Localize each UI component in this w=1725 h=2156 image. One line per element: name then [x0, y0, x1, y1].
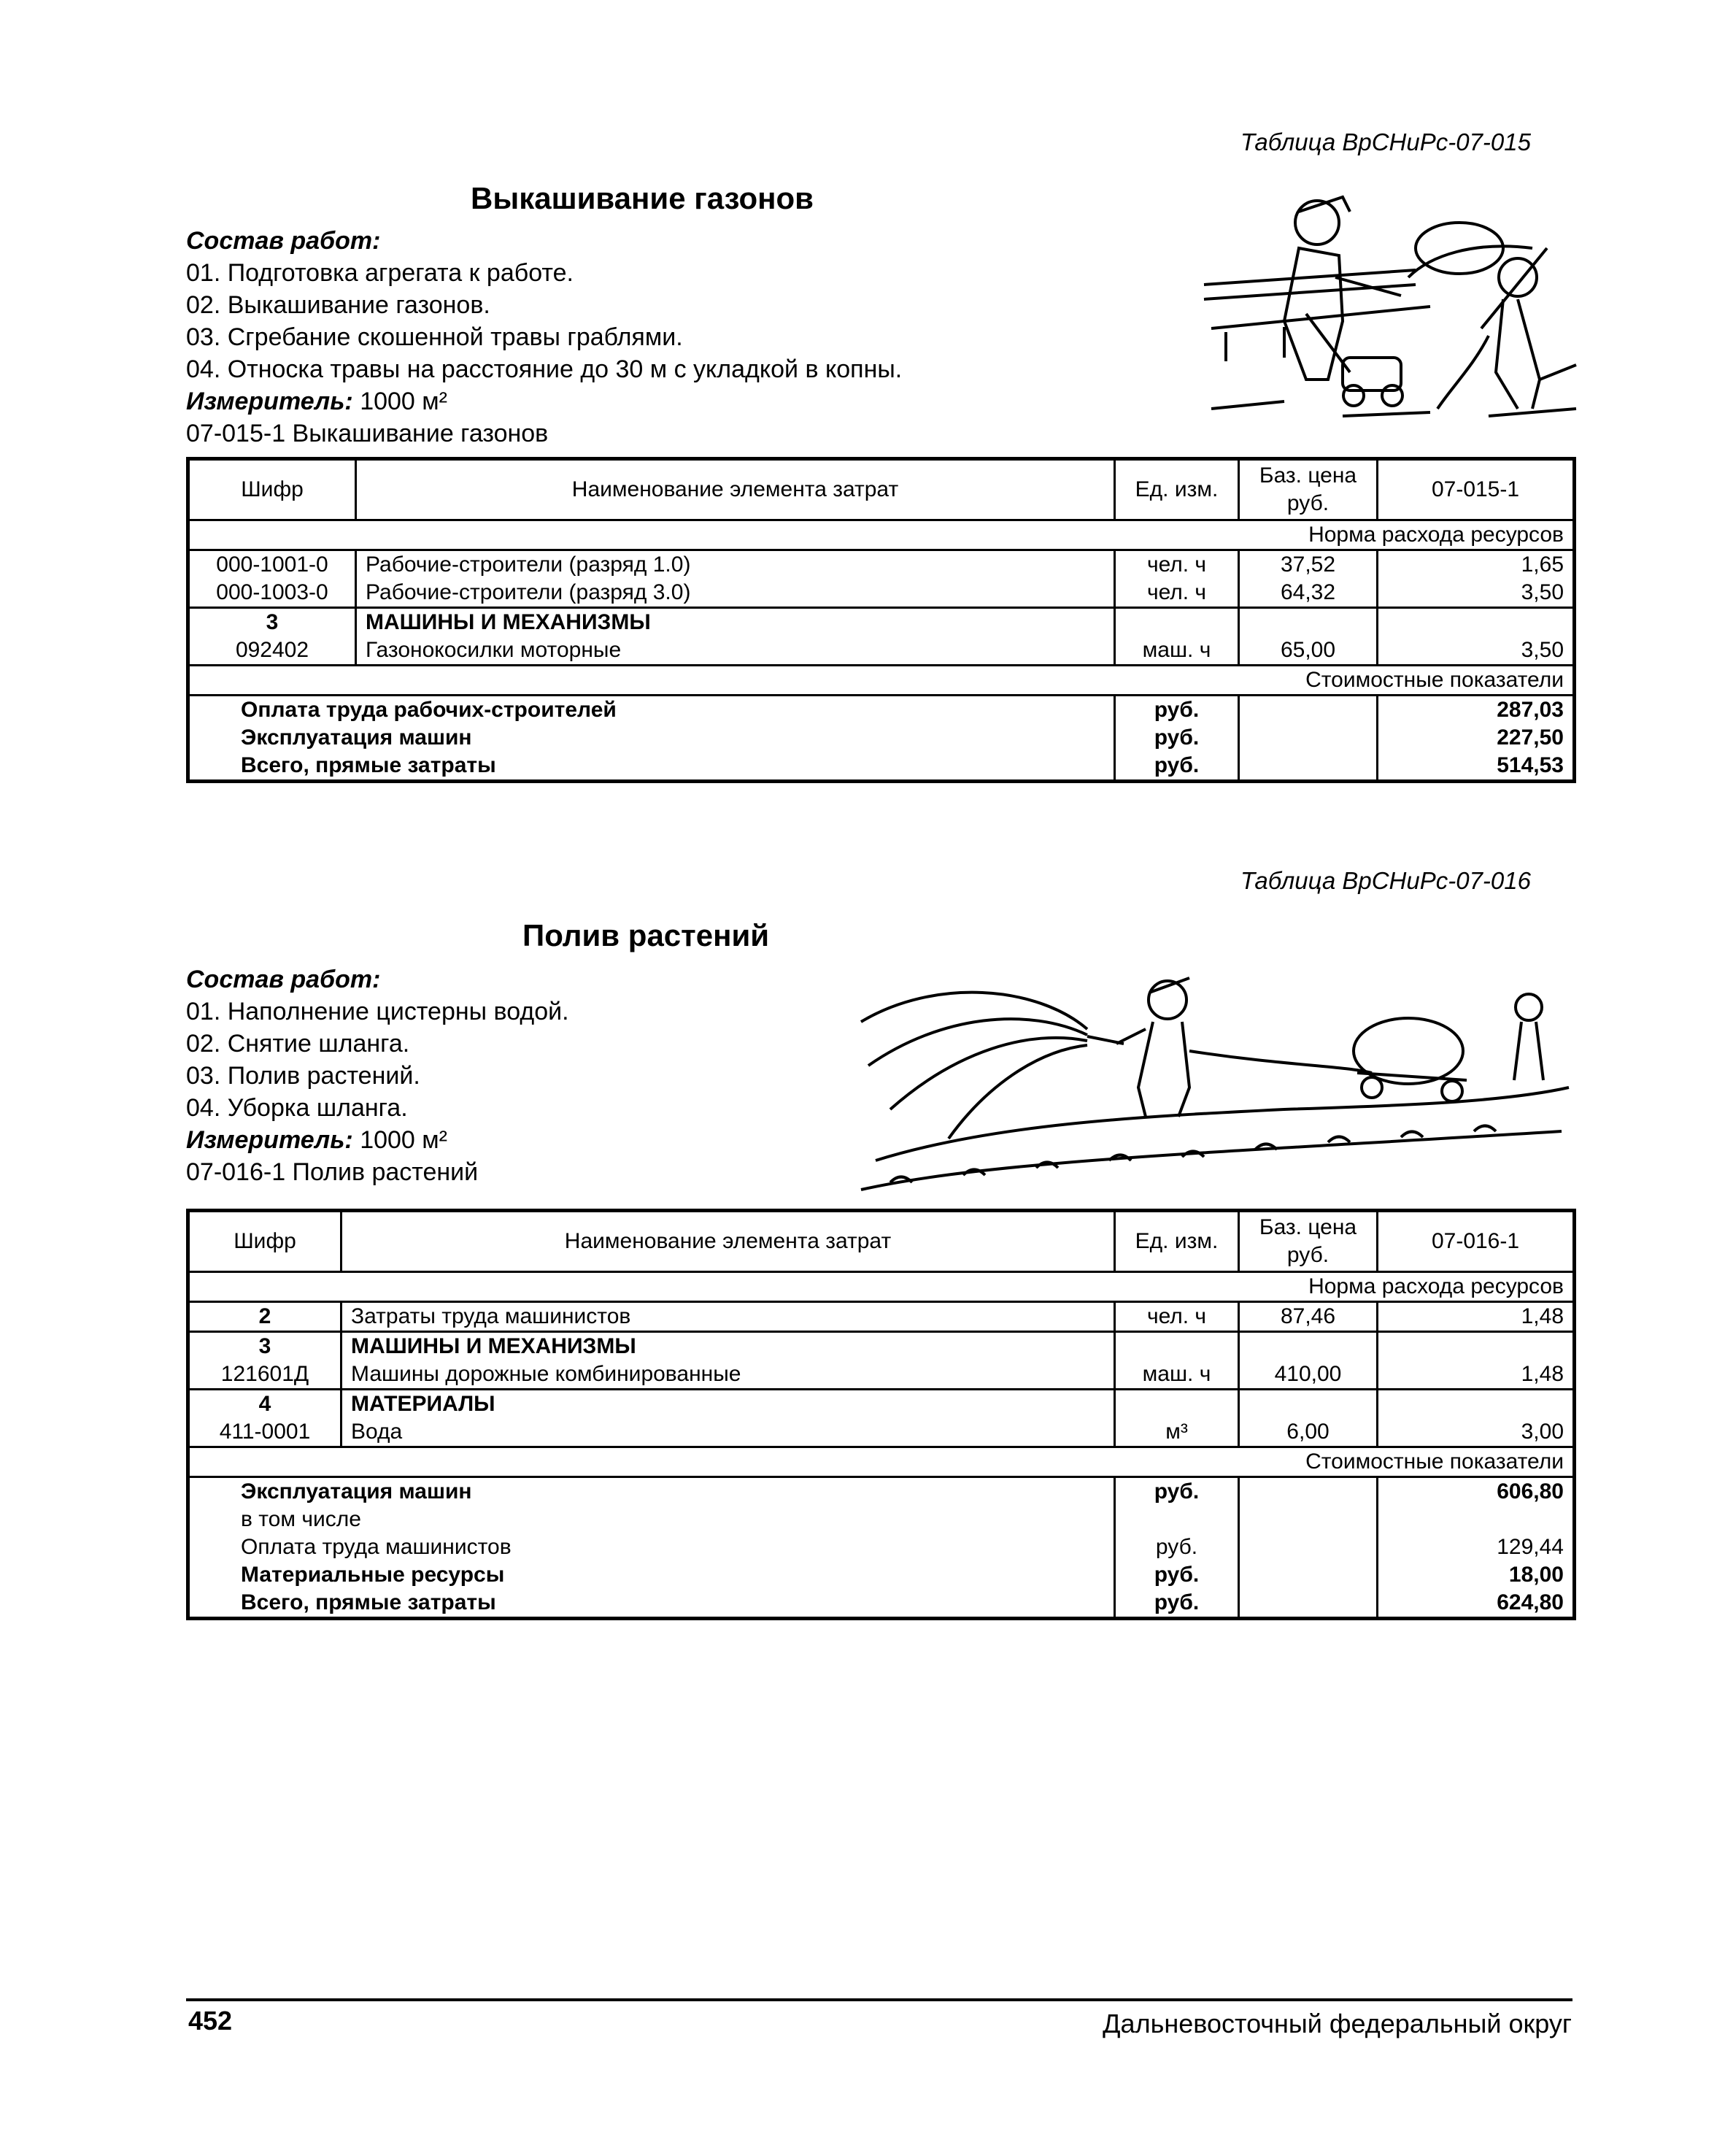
- cell-code: 411-0001: [188, 1418, 341, 1447]
- measure-value: 1000 м²: [360, 388, 447, 415]
- cell-unit: маш. ч: [1115, 636, 1239, 666]
- cell-name: Рабочие-строители (разряд 1.0): [356, 550, 1115, 580]
- total-row: [188, 724, 1575, 752]
- total-unit: руб.: [1115, 1533, 1239, 1561]
- band-row: [188, 520, 1575, 550]
- total-row: [188, 752, 1575, 782]
- total-value: 514,53: [1378, 752, 1575, 782]
- watering-illustration: [846, 942, 1576, 1204]
- cell-price: 37,52: [1239, 550, 1378, 580]
- work-step: 04. Относка травы на расстояние до 30 м с укладкой в копны.: [186, 355, 903, 383]
- work-step: 03. Сгребание скошенной травы граблями.: [186, 323, 683, 351]
- footer-rule: [186, 1998, 1572, 2001]
- group-row: [188, 608, 1575, 637]
- work-step: 02. Выкашивание газонов.: [186, 291, 490, 319]
- norm-code-line: 07-015-1 Выкашивание газонов: [186, 420, 549, 447]
- composition-heading: Состав работ:: [186, 227, 381, 255]
- cell-code: 092402: [188, 636, 356, 666]
- work-step: 04. Уборка шланга.: [186, 1094, 408, 1122]
- header-unit: Ед. изм.: [1115, 459, 1239, 520]
- total-value: 606,80: [1378, 1477, 1575, 1506]
- total-name: Оплата труда машинистов: [188, 1533, 1115, 1561]
- band-cost: Стоимостные показатели: [188, 666, 1575, 696]
- total-row: [188, 696, 1575, 725]
- total-name: Эксплуатация машин: [188, 724, 1115, 752]
- total-row: [188, 1589, 1575, 1619]
- cell-price: 65,00: [1239, 636, 1378, 666]
- cell-value: 1,48: [1378, 1302, 1575, 1332]
- cell-unit: чел. ч: [1115, 1302, 1239, 1332]
- cell-unit: маш. ч: [1115, 1360, 1239, 1390]
- cell-price: 87,46: [1239, 1302, 1378, 1332]
- total-name: Всего, прямые затраты: [188, 752, 1115, 782]
- cell-value: 1,48: [1378, 1360, 1575, 1390]
- header-name: Наименование элемента затрат: [341, 1211, 1115, 1272]
- cell-code: 000-1003-0: [188, 579, 356, 608]
- cell-unit: м³: [1115, 1418, 1239, 1447]
- cell-code: 000-1001-0: [188, 550, 356, 580]
- band-row: [188, 1447, 1575, 1477]
- total-value: 624,80: [1378, 1589, 1575, 1619]
- group-code: 3: [188, 608, 356, 637]
- norm-code-line: 07-016-1 Полив растений: [186, 1158, 479, 1186]
- total-row: [188, 1506, 1575, 1533]
- header-unit: Ед. изм.: [1115, 1211, 1239, 1272]
- total-unit: руб.: [1115, 1561, 1239, 1589]
- total-unit: руб.: [1115, 1477, 1239, 1506]
- cell-name: Машины дорожные комбинированные: [341, 1360, 1115, 1390]
- table-row: [188, 550, 1575, 580]
- band-norm: Норма расхода ресурсов: [188, 520, 1575, 550]
- cell-price: 410,00: [1239, 1360, 1378, 1390]
- total-value: 287,03: [1378, 696, 1575, 725]
- cell-value: 3,50: [1378, 579, 1575, 608]
- cell-unit: чел. ч: [1115, 579, 1239, 608]
- total-name: Материальные ресурсы: [188, 1561, 1115, 1589]
- group-row: [188, 1390, 1575, 1419]
- table-number: Таблица ВрСНиРс-07-015: [1240, 128, 1531, 155]
- table-row: [188, 1418, 1575, 1447]
- table-row: [188, 636, 1575, 666]
- table-header-row: [188, 459, 1575, 520]
- work-step: 03. Полив растений.: [186, 1062, 420, 1090]
- cell-name: Рабочие-строители (разряд 3.0): [356, 579, 1115, 608]
- cell-code: 121601Д: [188, 1360, 341, 1390]
- table-row: [188, 579, 1575, 608]
- total-unit: руб.: [1115, 724, 1239, 752]
- cost-table: [186, 1209, 1576, 1620]
- work-description: [186, 225, 902, 450]
- total-name: Оплата труда рабочих-строителей: [188, 696, 1115, 725]
- cell-price: 6,00: [1239, 1418, 1378, 1447]
- footer-region: Дальневосточный федеральный округ: [1103, 2009, 1572, 2038]
- total-unit: руб.: [1115, 1589, 1239, 1619]
- section-title: Полив растений: [522, 918, 770, 952]
- band-row: [188, 666, 1575, 696]
- cell-value: 3,00: [1378, 1418, 1575, 1447]
- cell-value: 3,50: [1378, 636, 1575, 666]
- total-name: Эксплуатация машин: [188, 1477, 1115, 1506]
- total-value: 18,00: [1378, 1561, 1575, 1589]
- table-header-row: [188, 1211, 1575, 1272]
- measure-unit: [186, 1124, 569, 1156]
- group-code: 3: [188, 1332, 341, 1361]
- measure-value: 1000 м²: [360, 1126, 447, 1154]
- composition-heading: Состав работ:: [186, 966, 381, 993]
- cell-unit: чел. ч: [1115, 550, 1239, 580]
- header-norm-code: 07-015-1: [1378, 459, 1575, 520]
- header-name: Наименование элемента затрат: [356, 459, 1115, 520]
- table-number: Таблица ВрСНиРс-07-016: [1240, 867, 1531, 894]
- header-code: Шифр: [188, 459, 356, 520]
- total-value: 129,44: [1378, 1533, 1575, 1561]
- table-row: [188, 1302, 1575, 1332]
- total-value: [1378, 1506, 1575, 1533]
- cell-value: 1,65: [1378, 550, 1575, 580]
- total-value: 227,50: [1378, 724, 1575, 752]
- total-unit: руб.: [1115, 752, 1239, 782]
- cell-name: Газонокосилки моторные: [356, 636, 1115, 666]
- total-unit: [1115, 1506, 1239, 1533]
- header-price: Баз. цена руб.: [1239, 1211, 1378, 1272]
- total-row: [188, 1477, 1575, 1506]
- header-price: Баз. цена руб.: [1239, 459, 1378, 520]
- measure-unit: [186, 385, 902, 417]
- work-step: 01. Подготовка агрегата к работе.: [186, 259, 574, 287]
- total-row: [188, 1533, 1575, 1561]
- cell-name: Затраты труда машинистов: [341, 1302, 1115, 1332]
- measure-label: Измеритель:: [186, 388, 353, 415]
- lawn-mowing-illustration: [1197, 190, 1583, 431]
- header-code: Шифр: [188, 1211, 341, 1272]
- table-row: [188, 1360, 1575, 1390]
- work-step: 02. Снятие шланга.: [186, 1030, 410, 1058]
- measure-label: Измеритель:: [186, 1126, 353, 1154]
- cell-name: Вода: [341, 1418, 1115, 1447]
- cell-code: 2: [188, 1302, 341, 1332]
- work-description: [186, 963, 569, 1188]
- band-norm: Норма расхода ресурсов: [188, 1272, 1575, 1302]
- band-row: [188, 1272, 1575, 1302]
- group-name: МАШИНЫ И МЕХАНИЗМЫ: [341, 1332, 1115, 1361]
- cell-price: 64,32: [1239, 579, 1378, 608]
- header-norm-code: 07-016-1: [1378, 1211, 1575, 1272]
- total-name: Всего, прямые затраты: [188, 1589, 1115, 1619]
- group-name: МАШИНЫ И МЕХАНИЗМЫ: [356, 608, 1115, 637]
- total-unit: руб.: [1115, 696, 1239, 725]
- group-code: 4: [188, 1390, 341, 1419]
- band-cost: Стоимостные показатели: [188, 1447, 1575, 1477]
- work-step: 01. Наполнение цистерны водой.: [186, 998, 569, 1025]
- page-number: 452: [188, 2006, 233, 2036]
- section-title: Выкашивание газонов: [471, 181, 814, 215]
- group-row: [188, 1332, 1575, 1361]
- cost-table: [186, 457, 1576, 783]
- total-name: в том числе: [188, 1506, 1115, 1533]
- total-row: [188, 1561, 1575, 1589]
- group-name: МАТЕРИАЛЫ: [341, 1390, 1115, 1419]
